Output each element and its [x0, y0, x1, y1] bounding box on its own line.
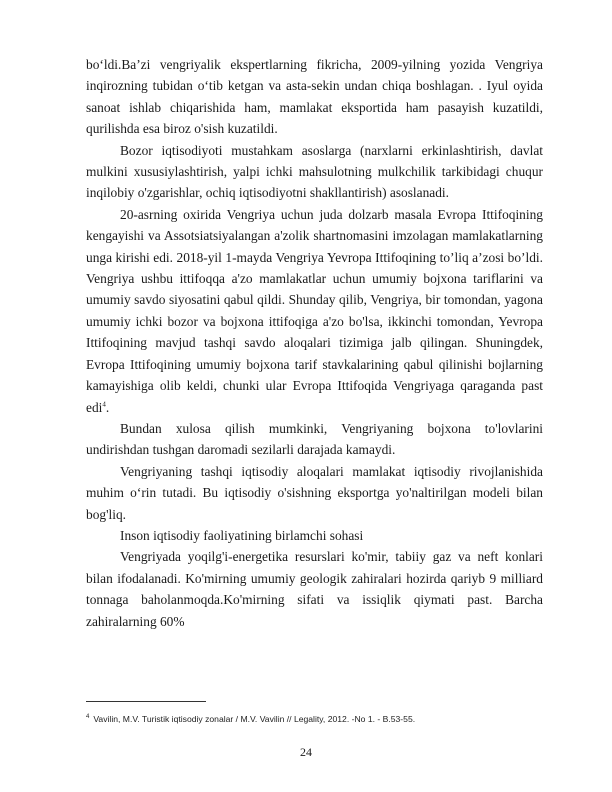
paragraph-2: Bozor iqtisodiyoti mustahkam asoslarga (narxlarni erkinlashtirish, davlat mulkini xususiylashtirish, yalpi ichki mahsulotning mulkchilik tarkibidagi chuqur inqilobiy o'zgarishlar, ochiq iqtisodiyotni shakllantirish) asoslanadi.: [86, 142, 543, 201]
paragraph-3-text: 20-asrning oxirida Vengriya uchun juda dolzarb masala Evropa Ittifoqining kengayishi va Assotsiatsiyalangan a'zolik shartnomasini imzolagan mamlakatlarning unga kirishi edi. 2018-yil 1-mayda Vengriya Yevropa Ittifoqining to’liq a’zosi bo’ldi. Vengriya ushbu ittifoqqa a'zo mamlakatlar uchun umumiy bojxona tariflarini va umumiy savdo siyosatini qabul qildi. Shunday qilib, Vengriya, bir tomondan, yagona umumiy ichki bozor va bojxona ittifoqiga a'zo bo'lsa, ikkinchi tomondan, Yevropa Ittifoqining mavjud tashqi savdo aloqalari tizimiga jalb qilingan. Shuningdek, Evropa Ittifoqining umumiy bojxona tarif stavkalarining qabul qilinishi bojlarning kamayishiga olib keldi, chunki ular Evropa Ittifoqida Vengriyaga qaraganda past edi: [86, 206, 543, 415]
footnote: [86, 714, 543, 725]
footnote-text: Vavilin, M.V. Turistik iqtisodiy zonalar / M.V. Vavilin // Legality, 2012. -No 1. - B.53-55.: [93, 714, 416, 724]
paragraph-3-tail: .: [105, 399, 110, 415]
paragraph-4: Bundan xulosa qilish mumkinki, Vengriyaning bojxona to'lovlarini undirishdan tushgan daromadi sezilarli darajada kamaydi.: [86, 420, 543, 458]
footnote-reference[interactable]: 4: [102, 400, 106, 409]
footnote-separator: [86, 701, 206, 702]
paragraph-1: bo‘ldi.Ba’zi vengriyalik ekspertlarning fikricha, 2009-yilning yozida Vengriya inqirozning tubidan o‘tib ketgan va asta-sekin undan chiqa boshlagan. . Iyul oyida sanoat ishlab chiqarishida ham, mamlakat eksportida ham pasayish kuzatildi, qurilishda esa biroz o'sish kuzatildi.: [86, 57, 543, 137]
page-number: 24: [300, 745, 312, 759]
paragraph-3: [86, 204, 543, 418]
section-heading: Inson iqtisodiy faoliyatining birlamchi sohasi: [120, 527, 364, 543]
body-text: [86, 54, 543, 632]
footnote-number: 4: [86, 714, 90, 721]
paragraph-6: Vengriyada yoqilg'i-energetika resurslari ko'mir, tabiiy gaz va neft konlari bilan ifodalanadi. Ko'mirning umumiy geologik zahiralari hozirda qariyb 9 milliard tonnaga baholanmoqda.Ko'mirning sifati va issiqlik qiymati past. Barcha zahiralarning 60%: [86, 549, 543, 629]
paragraph-5: Vengriyaning tashqi iqtisodiy aloqalari mamlakat iqtisodiy rivojlanishida muhim o‘rin tutadi. Bu iqtisodiy o'sishning eksportga yo'naltirilgan modeli bilan bog'liq.: [86, 463, 543, 522]
